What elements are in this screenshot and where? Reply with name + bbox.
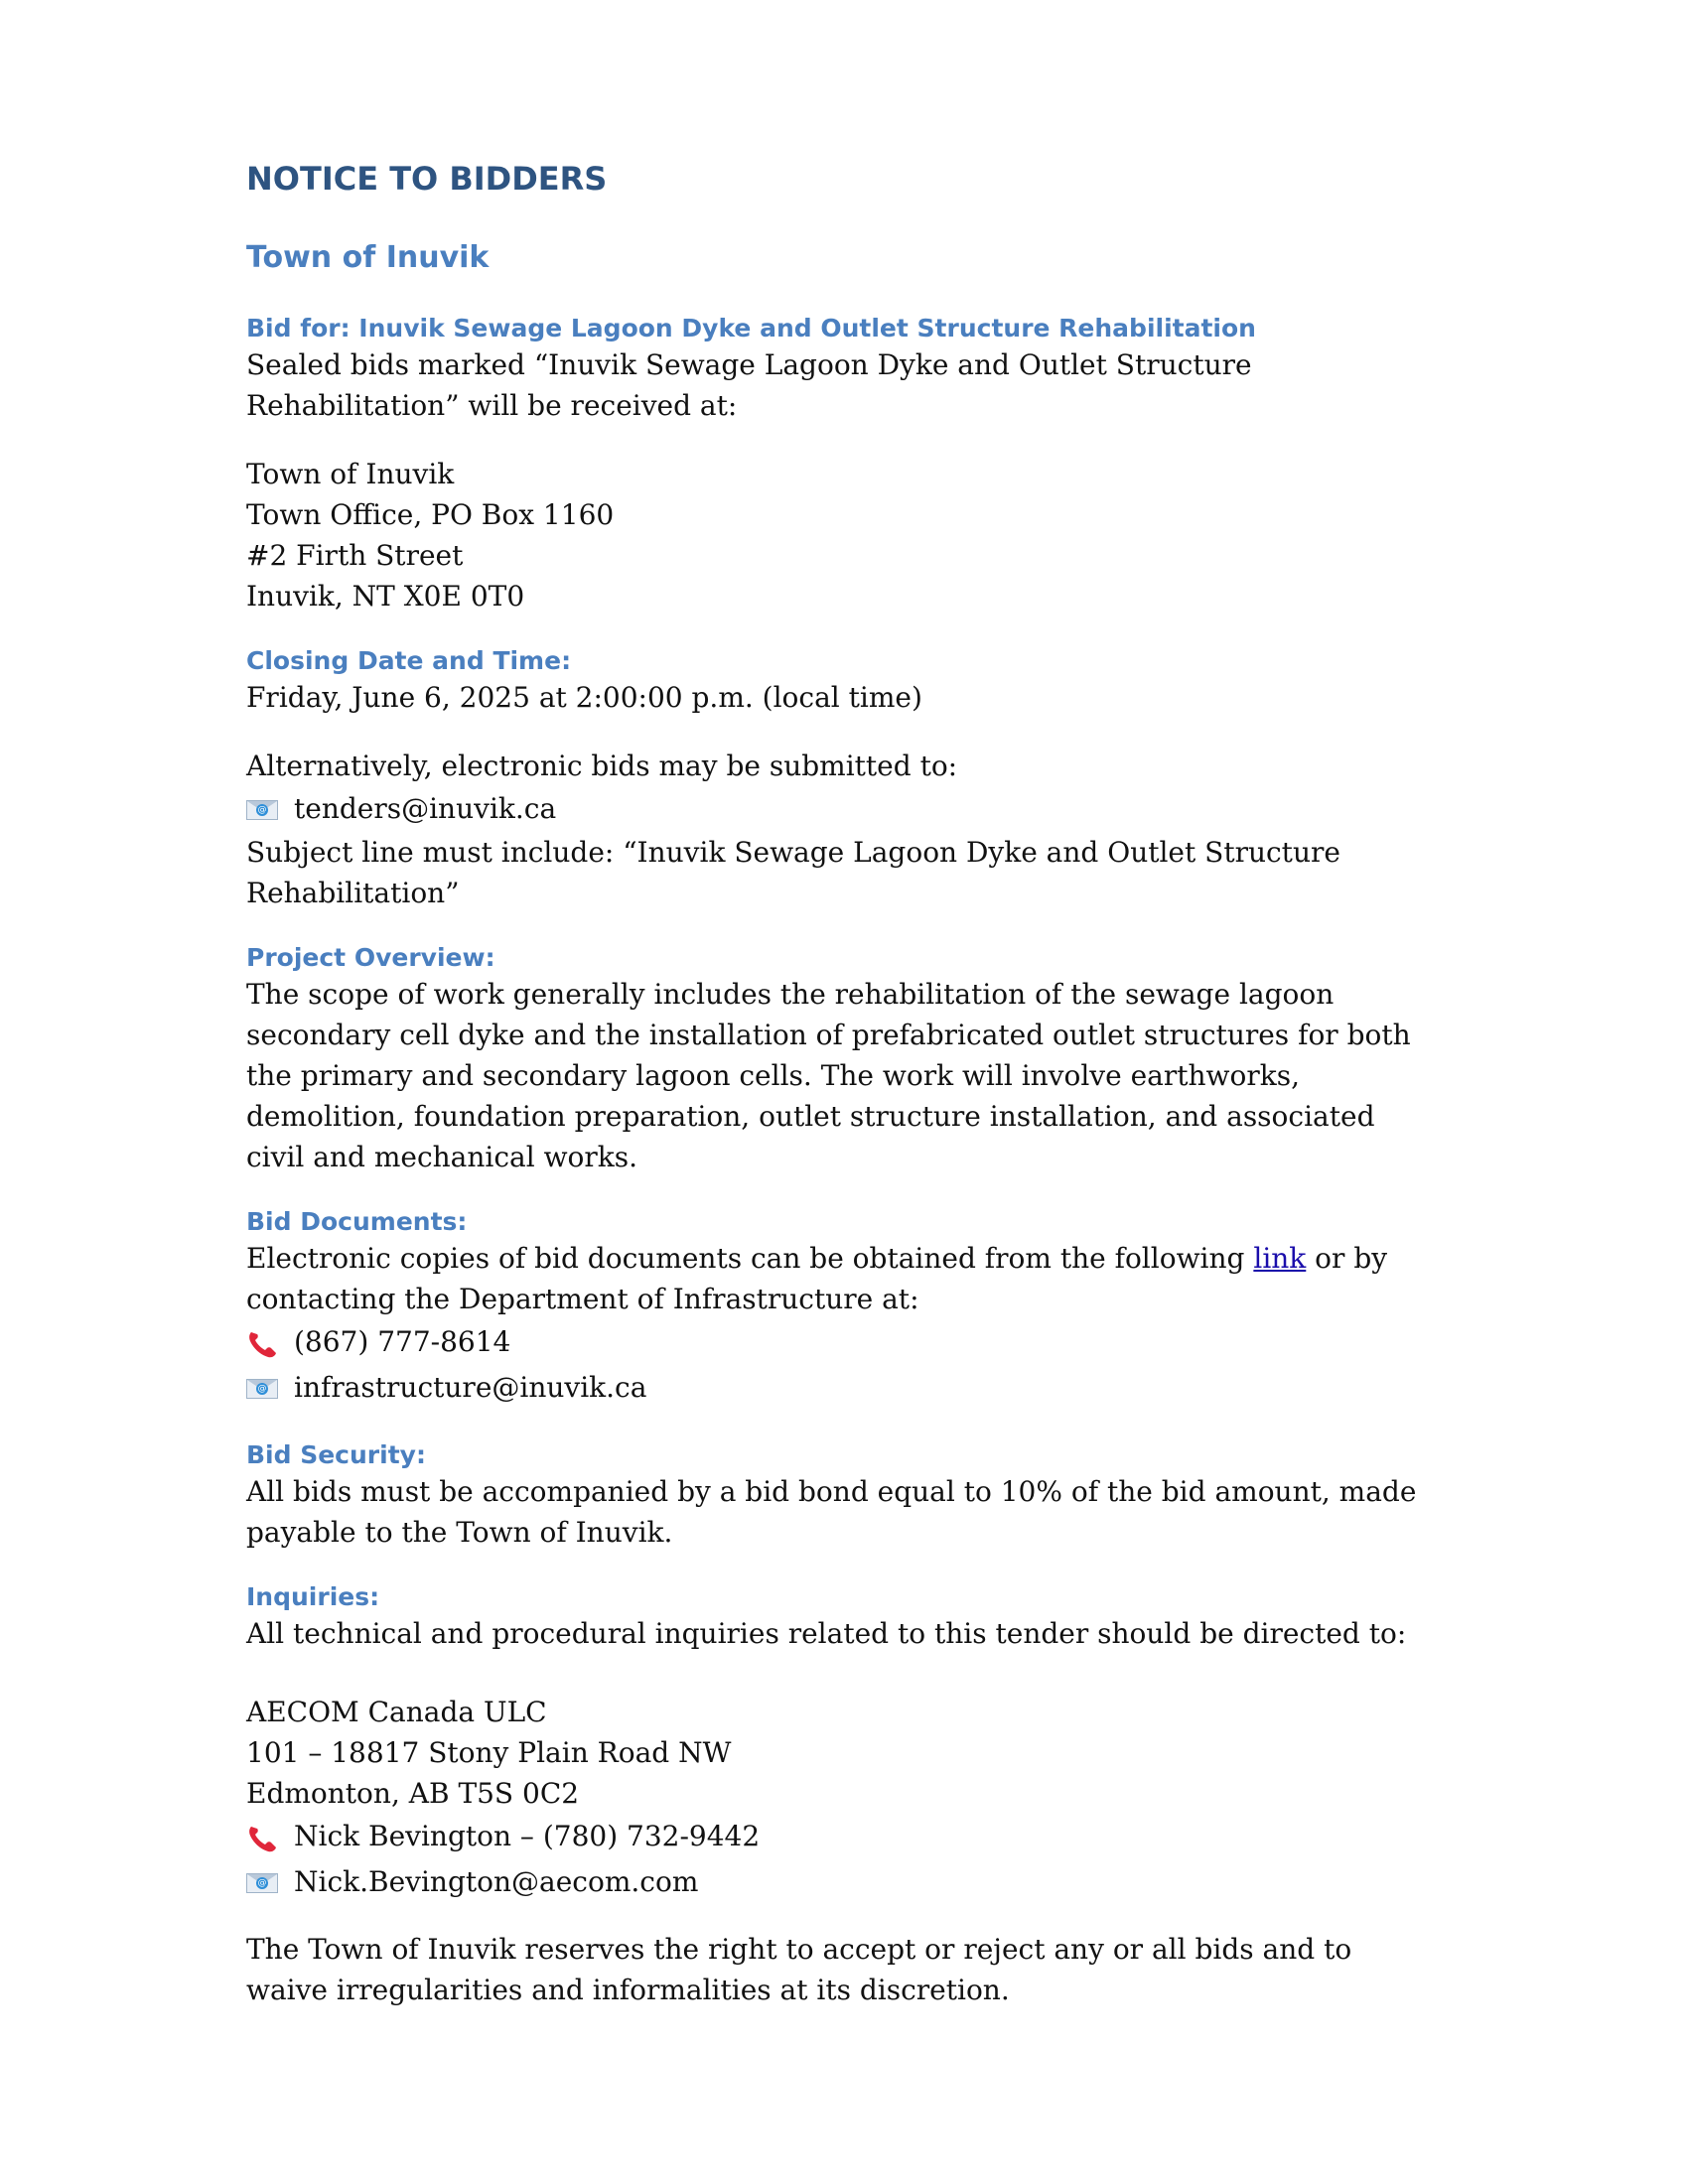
infrastructure-email[interactable]: infrastructure@inuvik.ca xyxy=(294,1371,647,1404)
bid-for-heading: Bid for: Inuvik Sewage Lagoon Dyke and Outlet Structure Rehabilitation xyxy=(246,314,1256,342)
address-line: Inuvik, NT X0E 0T0 xyxy=(246,580,525,613)
email-envelope-icon: @ xyxy=(246,1871,280,1893)
notice-content xyxy=(246,159,1438,2010)
bid-documents-text-start: Electronic copies of bid documents can be obtained from the following xyxy=(246,1242,1254,1275)
contact-phone[interactable]: Nick Bevington – (780) 732-9442 xyxy=(294,1820,761,1852)
infrastructure-phone[interactable]: (867) 777-8614 xyxy=(294,1325,511,1358)
bid-security-heading: Bid Security: xyxy=(246,1440,426,1469)
email-envelope-icon: @ xyxy=(246,798,280,820)
document-title: NOTICE TO BIDDERS xyxy=(246,160,608,198)
project-overview-text: The scope of work generally includes the rehabilitation of the sewage lagoon secondary cell dyke and the installation of prefabricated outlet structures for both the primary and secondary lagoon cells. The work will involve earthworks, demolition, foundation preparation, outlet structure installation, and associated civil and mechanical works. xyxy=(246,978,1411,1173)
contact-phone-line xyxy=(246,1814,1438,1859)
closing-statement-section xyxy=(246,1929,1438,2010)
closing-heading: Closing Date and Time: xyxy=(246,646,572,675)
subject-line-text: Subject line must include: “Inuvik Sewage Lagoon Dyke and Outlet Structure Rehabilitation” xyxy=(246,836,1340,909)
company-name: AECOM Canada ULC xyxy=(246,1696,547,1728)
inquiries-text: All technical and procedural inquiries related to this tender should be directed to: xyxy=(246,1617,1407,1650)
inquiries-heading: Inquiries: xyxy=(246,1582,380,1611)
closing-statement: The Town of Inuvik reserves the right to accept or reject any or all bids and to waive irregularities and informalities at its discretion. xyxy=(246,1933,1352,2006)
organization-heading: Town of Inuvik xyxy=(246,240,490,275)
infrastructure-email-line xyxy=(246,1365,1438,1411)
closing-section xyxy=(246,644,1438,718)
email-envelope-icon: @ xyxy=(246,1377,280,1399)
bid-documents-section xyxy=(246,1205,1438,1411)
bid-security-section xyxy=(246,1438,1438,1553)
bid-documents-text xyxy=(246,1238,1438,1319)
infrastructure-phone-line xyxy=(246,1319,1438,1365)
bid-documents-link[interactable]: link xyxy=(1253,1242,1307,1275)
inquiries-section xyxy=(246,1580,1438,1905)
company-city: Edmonton, AB T5S 0C2 xyxy=(246,1777,580,1810)
telephone-receiver-icon xyxy=(246,1824,280,1849)
tender-email-line xyxy=(246,786,1438,832)
bid-documents-text-end: or by contacting the Department of Infrastructure at: xyxy=(246,1242,1388,1315)
project-overview-heading: Project Overview: xyxy=(246,943,495,972)
electronic-submission xyxy=(246,746,1438,913)
contact-email[interactable]: Nick.Bevington@aecom.com xyxy=(294,1865,699,1898)
bid-security-text: All bids must be accompanied by a bid bond equal to 10% of the bid amount, made payable to the Town of Inuvik. xyxy=(246,1475,1417,1549)
electronic-intro: Alternatively, electronic bids may be submitted to: xyxy=(246,750,958,782)
tender-email[interactable]: tenders@inuvik.ca xyxy=(294,792,557,825)
contact-email-line xyxy=(246,1859,1438,1905)
company-street: 101 – 18817 Stony Plain Road NW xyxy=(246,1736,732,1769)
telephone-receiver-icon xyxy=(246,1329,280,1355)
bid-documents-heading: Bid Documents: xyxy=(246,1207,468,1236)
bid-for-text: Sealed bids marked “Inuvik Sewage Lagoon Dyke and Outlet Structure Rehabilitation” will be received at: xyxy=(246,348,1252,422)
project-overview-section xyxy=(246,941,1438,1177)
aecom-address xyxy=(246,1692,1438,1814)
closing-text: Friday, June 6, 2025 at 2:00:00 p.m. (local time) xyxy=(246,681,922,714)
submission-address xyxy=(246,454,1438,616)
address-line: #2 Firth Street xyxy=(246,539,464,572)
bid-for-section xyxy=(246,312,1438,426)
address-line: Town of Inuvik xyxy=(246,458,455,490)
address-line: Town Office, PO Box 1160 xyxy=(246,498,615,531)
